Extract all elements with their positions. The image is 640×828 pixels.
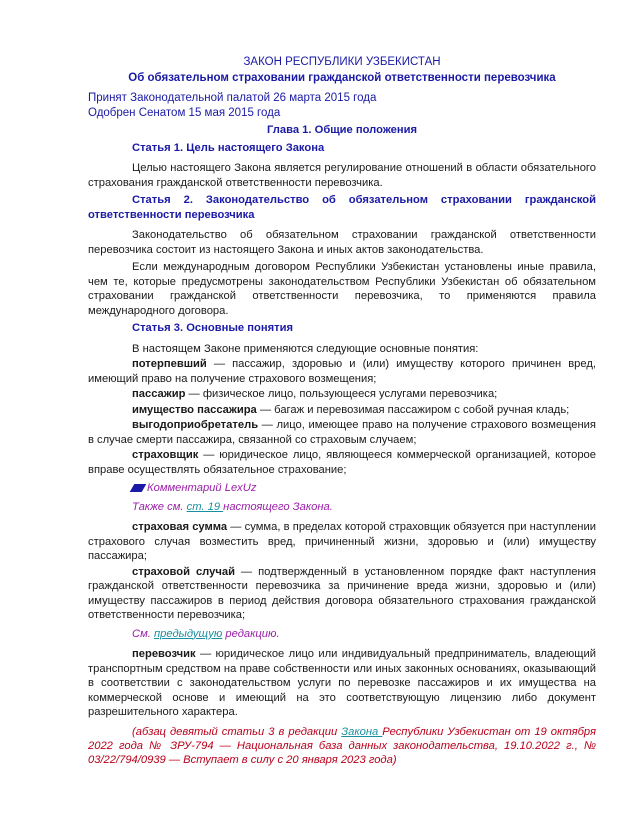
law-document [88, 55, 596, 767]
amendment-prefix: (абзац девятый статьи 3 в редакции [132, 725, 342, 738]
term-definition [88, 403, 596, 418]
term-definition [88, 448, 596, 477]
article-1-title: Статья 1. Цель настоящего Закона [132, 141, 325, 154]
term: страховщик [132, 449, 199, 461]
see-also-suffix: настоящего Закона. [223, 500, 333, 513]
article-3-title: Статья 3. Основные понятия [132, 322, 294, 334]
term: перевозчик [132, 648, 196, 660]
definition: — подтвержденный в установленном порядке факт наступления гражданской ответственности перевозчика за причинение вреда жизни, здоровью и (или) имуществу пассажиров в период действия договора обязательного страхования гражданской ответственности перевозчика; [88, 565, 596, 621]
term: потерпевший [132, 358, 207, 370]
definition: — физическое лицо, пользующееся услугами перевозчика; [185, 388, 498, 400]
amendment-note [88, 725, 596, 767]
term: страховой случай [132, 565, 235, 578]
term-definition [88, 565, 596, 623]
previous-edition-note [88, 627, 596, 642]
term: выгодоприобретатель [132, 419, 259, 431]
term: страховая сумма [132, 521, 228, 533]
chapter-title: Глава 1. Общие положения [267, 124, 417, 136]
definition: — лицо, имеющее право на получение страхового возмещения в случае смерти пассажира, связанной со страховым случаем; [88, 419, 596, 446]
comment-label[interactable]: Комментарий LexUz [147, 482, 257, 494]
term-definition [88, 647, 596, 720]
definition: — пассажир, здоровью и (или) имуществу которого причинен вред, имеющий право на получение страхового возмещения; [88, 358, 596, 385]
accepted-line: Принят Законодательной палатой 26 марта 2015 года [88, 92, 377, 104]
article-19-link[interactable]: ст. 19 [186, 500, 224, 513]
lexuz-comment[interactable] [88, 481, 596, 496]
term-definition [88, 357, 596, 386]
act-type: ЗАКОН РЕСПУБЛИКИ УЗБЕКИСТАН [243, 56, 441, 68]
definition: — юридическое лицо, являющееся коммерческой организацией, которое вправе осуществлять обязательное страхование; [88, 449, 596, 476]
term: имущество пассажира [132, 403, 257, 416]
comment-icon [130, 484, 147, 492]
law-link[interactable]: Закона [341, 725, 383, 738]
term-definition [88, 387, 596, 402]
article-2-paragraph: Если международным договором Республики Узбекистан установлены иные правила, чем те, которые предусмотрены законодательством Республики Узбекистан об обязательном страховании гражданской ответственности перевозчика, то применяются правила международного договора. [88, 261, 596, 317]
article-3-intro: В настоящем Законе применяются следующие основные понятия: [132, 342, 479, 355]
see-also-prefix: Также см. [132, 500, 187, 513]
definition: — сумма, в пределах которой страховщик обязуется при наступлении страхового случая возместить вред, причиненный жизни, здоровью и (или) имуществу пассажира; [88, 521, 596, 562]
amendment-suffix: Республики Узбекистан от 19 октября 2022 года № ЗРУ-794 — Национальная база данных законодательства, 19.10.2022 г., № 03/22/794/0939 — Вступает в силу с 20 января 2023 года) [88, 725, 596, 766]
previous-edition-link[interactable]: предыдущую [153, 627, 223, 640]
term: пассажир [132, 388, 186, 400]
approved-line: Одобрен Сенатом 15 мая 2015 года [88, 107, 281, 119]
see-also-note [88, 500, 596, 515]
prev-edition-prefix: См. [132, 627, 154, 640]
term-definition [88, 418, 596, 447]
act-title: Об обязательном страховании гражданской ответственности перевозчика [128, 71, 556, 84]
prev-edition-suffix: редакцию. [222, 627, 280, 640]
definition: — багаж и перевозимая пассажиром с собой ручная кладь; [256, 403, 570, 416]
definition: — юридическое лицо или индивидуальный предприниматель, владеющий транспортным средством на праве собственности или иных законных основаниях, оказывающий в соответствии с законодательством услуги по перевозке пассажиров и их имущества на коммерческой основе и имеющий на это соответствующую лицензию либо документ разрешительного характера. [88, 648, 596, 718]
article-1-text: Целью настоящего Закона является регулирование отношений в области обязательного страхования гражданской ответственности перевозчика. [88, 162, 596, 189]
article-2-title: Статья 2. Законодательство об обязательном страховании гражданской ответственности перевозчика [88, 194, 596, 221]
article-2-paragraph: Законодательство об обязательном страховании гражданской ответственности перевозчика состоит из настоящего Закона и иных актов законодательства. [88, 229, 596, 256]
term-definition [88, 520, 596, 564]
